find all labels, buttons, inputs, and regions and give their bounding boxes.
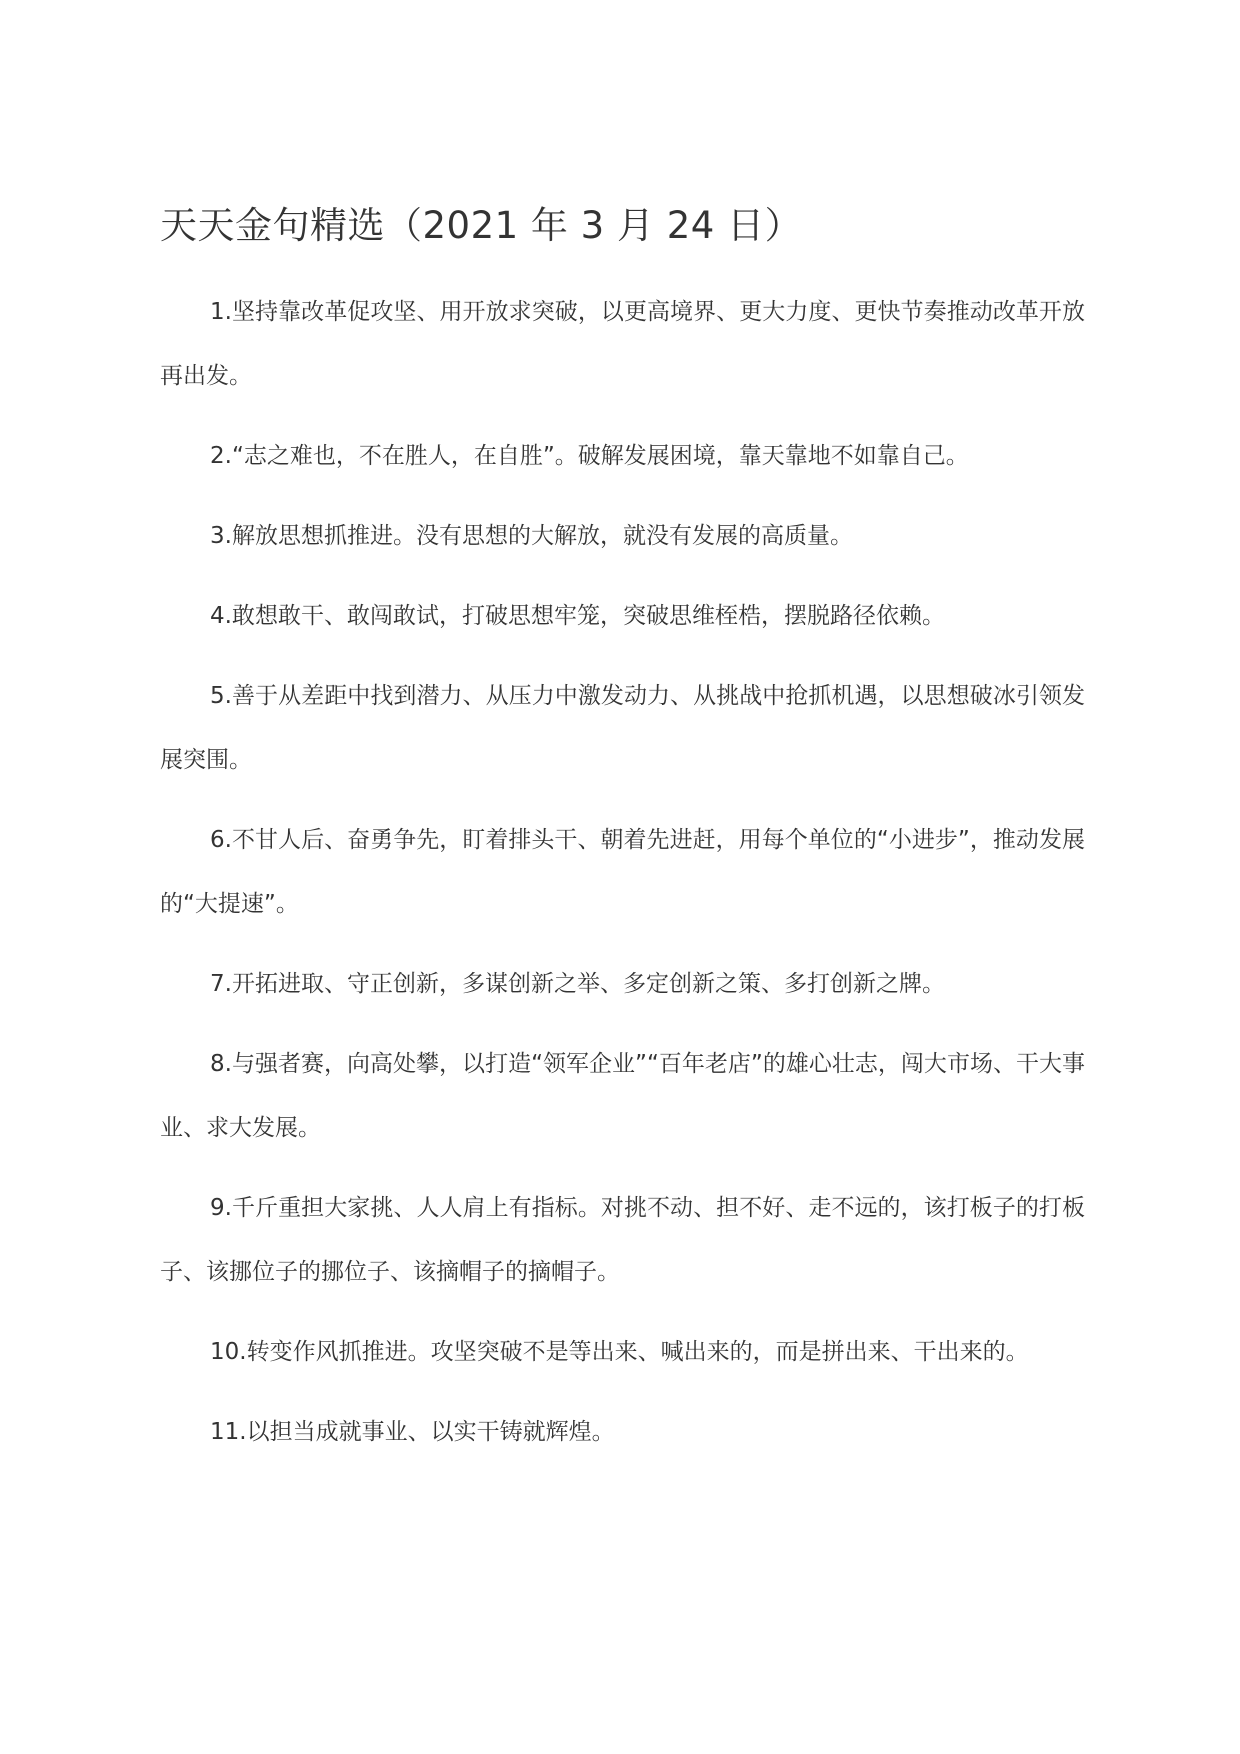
document-page (160, 200, 1085, 1480)
quote-item-1: 1.坚持靠改革促攻坚、用开放求突破，以更高境界、更大力度、更快节奏推动改革开放再出发。 (160, 299, 1085, 389)
document-title: 天天金句精选（2021 年 3 月 24 日） (160, 204, 803, 247)
quote-item-6: 6.不甘人后、奋勇争先，盯着排头干、朝着先进赶，用每个单位的“小进步”，推动发展的“大提速”。 (160, 827, 1085, 917)
quote-item-4: 4.敢想敢干、敢闯敢试，打破思想牢笼，突破思维桎梏，摆脱路径依赖。 (210, 603, 945, 629)
quote-item-5: 5.善于从差距中找到潜力、从压力中激发动力、从挑战中抢抓机遇，以思想破冰引领发展突围。 (160, 683, 1085, 773)
quote-item-3: 3.解放思想抓推进。没有思想的大解放，就没有发展的高质量。 (210, 523, 853, 549)
quote-item-10: 10.转变作风抓推进。攻坚突破不是等出来、喊出来的，而是拼出来、干出来的。 (210, 1339, 1029, 1365)
quote-item-2: 2.“志之难也，不在胜人，在自胜”。破解发展困境，靠天靠地不如靠自己。 (210, 443, 969, 469)
quote-item-7: 7.开拓进取、守正创新，多谋创新之举、多定创新之策、多打创新之牌。 (210, 971, 945, 997)
quote-item-9: 9.千斤重担大家挑、人人肩上有指标。对挑不动、担不好、走不远的，该打板子的打板子、该挪位子的挪位子、该摘帽子的摘帽子。 (160, 1195, 1085, 1285)
quote-item-11: 11.以担当成就事业、以实干铸就辉煌。 (210, 1419, 615, 1445)
quote-item-8: 8.与强者赛，向高处攀，以打造“领军企业”“百年老店”的雄心壮志，闯大市场、干大事业、求大发展。 (160, 1051, 1085, 1141)
